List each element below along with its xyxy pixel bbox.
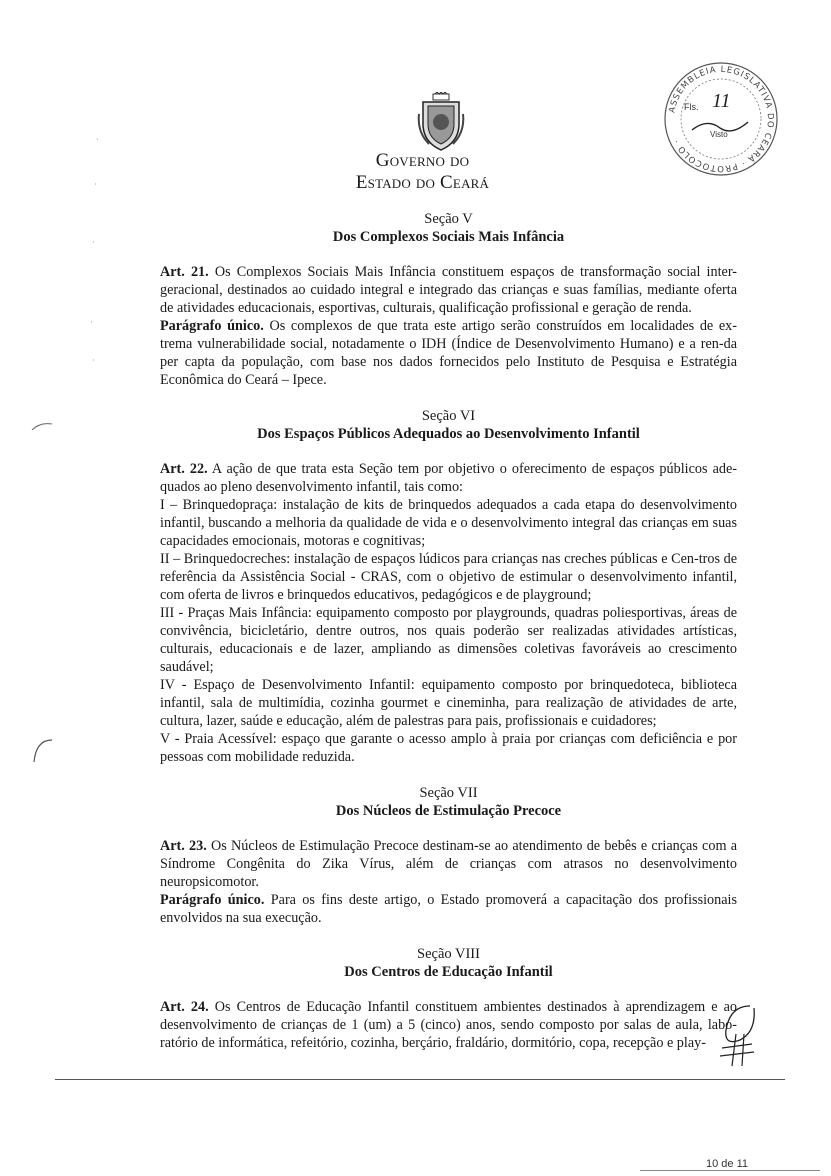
section-subtitle: Dos Núcleos de Estimulação Precoce [335,803,562,819]
section-title: Seção VI [421,408,476,424]
article-24: Art. 24. Os Centros de Educação Infantil constituem ambientes destinados à aprendizagem e ao desenvolvimento de crianças de 1 (um) a 5 (cinco) anos, sendo composto por salas de aula, labo-ratório de informática, refeitório, cozinha, berçário, fraldário, dormitório, copa, recepção e play- [160,999,737,1051]
list-item: V - Praia Acessível: espaço que garante o acesso amplo à praia por crianças com deficiência e por pessoas com mobilidade reduzida. [160,731,737,765]
article-23: Art. 23. Os Núcleos de Estimulação Precoce destinam-se ao atendimento de bebês e crianças com a Síndrome Congênita do Zika Vírus, além de crianças com atrasos no desenvolvimento neuropsicomotor. [160,838,737,890]
page-number-rule [640,1170,820,1171]
section-v [160,210,737,389]
initials-signature-icon [700,1000,770,1070]
margin-dot: · [90,318,93,327]
section-subtitle: Dos Centros de Educação Infantil [344,964,553,980]
margin-dot: · [96,135,99,144]
margin-dot: · [92,356,95,365]
article-21: Art. 21. Os Complexos Sociais Mais Infância constituem espaços de transformação social inter-geracional, destinados ao cuidado integral e integrado das crianças e suas famílias, mediante oferta de atividades educacionais, esportivas, culturais, qualificação profissional e geração de renda. [160,264,737,316]
section-viii [160,945,737,1052]
article-22: Art. 22. A ação de que trata esta Seção tem por objetivo o oferecimento de espaços públicos ade-quados ao pleno desenvolvimento infantil, tais como: [160,461,737,495]
stamp-ring-icon [662,60,780,178]
state-coat-of-arms-icon [415,92,467,152]
list-item: IV - Espaço de Desenvolvimento Infantil: equipamento composto por brinquedoteca, biblioteca infantil, sala de multimídia, cozinha gourmet e cineminha, para realização de atividades de arte, cultura, lazer, saúde e educação, além de palestras para pais, profissionais e cuidadores; [160,677,737,729]
section-subtitle: Dos Espaços Públicos Adequados ao Desenvolvimento Infantil [257,426,640,442]
list-item: III - Praças Mais Infância: equipamento composto por playgrounds, quadras poliesportivas, áreas de convivência, bicicletário, dentre outros, nos quais poderão ser realizadas atividades artísticas, culturais, educacionais e de lazer, ampliando as dimensões coletivas favoráveis ao crescimento saudável; [160,605,737,675]
article-21-paragraph: Parágrafo único. Os complexos de que trata este artigo serão construídos em localidades de ex-trema vulnerabilidade social, notadamente o IDH (Índice de Desenvolvimento Humano) e a ren-da per capta da população, com base nos dados fornecidos pelo Instituto de Pesquisa e Estratégia Econômica do Ceará – Ipece. [160,318,737,388]
protocol-stamp: ASSEMBLEIA LEGISLATIVA DO CEARÁ · PROTOCOLO · Fls. 11 Visto [662,60,780,178]
government-header [300,150,545,194]
section-vi [160,407,737,766]
margin-dot: · [92,238,95,247]
page-number: 10 de 11 [706,1158,749,1170]
section-title: Seção VIII [417,946,480,962]
article-23-paragraph: Parágrafo único. Para os fins deste artigo, o Estado promoverá a capacitação dos profissionais envolvidos na sua execução. [160,892,737,926]
footer-divider [55,1079,785,1080]
header-line-2: Estado do Ceará [355,172,490,193]
margin-scribble-icon [30,420,54,434]
section-vii [160,784,737,927]
svg-text:ASSEMBLEIA LEGISLATIVA DO CEAR: ASSEMBLEIA LEGISLATIVA DO CEARÁ · PROTOCOLO · [667,64,776,174]
list-item: I – Brinquedopraça: instalação de kits de brinquedos adequados a cada etapa do desenvolvimento infantil, buscando a melhoria da qualidade de vida e o desenvolvimento integral das crianças em suas capacidades emocionais, motoras e cognitivas; [160,497,737,549]
section-subtitle: Dos Complexos Sociais Mais Infância [332,229,565,245]
margin-scribble-icon [28,736,56,766]
header-line-1: Governo do [375,150,470,171]
section-title: Seção VII [419,785,478,801]
section-title: Seção V [424,211,473,227]
document-body [160,210,737,1052]
margin-dot: · [94,180,97,189]
list-item: II – Brinquedocreches: instalação de espaços lúdicos para crianças nas creches públicas e Cen-tros de referência da Assistência Social - CRAS, com o objetivo de estimular o desenvolvimento infantil, com oferta de livros e brinquedos educativos, pedagógicos e de playground; [160,551,737,603]
